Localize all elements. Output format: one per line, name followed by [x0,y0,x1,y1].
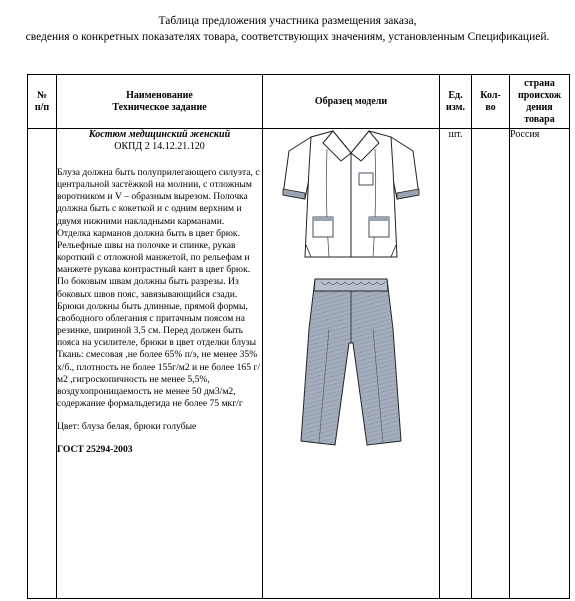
col-header-name [57,75,263,129]
desc-paragraph-2: Отделка карманов должна быть в цвет брюк. Рельефные швы на полочке и спинке, рукав короткий с отложной манжетой, по рельефам и манжете рукава контрастный кант в цвет брюк. По боковым швам должны быть разрезы. Из боковых швов пояс, завязывающийся сзади. [57,227,251,300]
col-header-country-line2: происхож [517,89,561,101]
desc-paragraph-1: Блуза должна быть полуприлегающего силуэта, с центральной застёжкой на молнии, с отложным воротником и V – образным вырезом. Полочка должна быть с кокеткой и с одним верхним и двумя нижними накладными карманами. [57,167,260,227]
offer-table [27,74,570,599]
cell-unit: шт. [440,129,472,599]
col-header-unit [440,75,472,129]
cell-qty [472,129,510,599]
col-header-num-line1: № [36,89,48,101]
col-header-qty [472,75,510,129]
scrub-suit-sketch-icon [281,129,421,449]
col-header-qty-line2: во [485,101,496,113]
col-header-country-line3: дения [526,101,553,113]
col-header-unit-line1: Ед. [448,89,463,101]
cell-num [28,129,57,599]
product-title: Костюм медицинский женский [88,129,231,140]
col-header-name-line2: Техническое задание [112,101,207,113]
pants-sketch [301,279,401,445]
cell-description [57,129,263,599]
desc-paragraph-3: Брюки должны быть длинные, прямой формы, свободного облегания с притачным поясом на резинке, шириной 3,5 см. Перед должен быть поясa на усилителе, брюки в цвет отделки блузы Ткань: смесовая ,не более 65% п/э, не менее 35% х/б., плотность не более 155г/м2 и не более 165 г/м2 ,гигроскопичность не менее 5,5%, воздухопроницаемость не менее 50 дм3/м2, содержание формальдегида не более 75 мкг/г [57,300,260,409]
cell-country: Россия [510,129,570,599]
table-header-row [28,75,570,129]
col-header-name-line1: Наименование [126,89,193,101]
desc-color: Цвет: блуза белая, брюки голубые [57,421,197,433]
document-heading-line2: сведения о конкретных показателях товара, соответствующих значениям, установленным Спецификацией. [25,31,550,43]
blouse-sketch [283,131,419,257]
col-header-sample [263,75,440,129]
table-row [28,129,570,599]
cell-sample-image [263,129,440,599]
col-header-unit-line2: изм. [446,101,465,113]
product-code: ОКПД 2 14.12.21.120 [114,141,205,152]
desc-gost: ГОСТ 25294-2003 [57,444,133,456]
col-header-country [510,75,570,129]
document-heading-line1: Таблица предложения участника размещения заказа, [158,15,417,27]
col-header-country-line1: страна [524,77,555,89]
col-header-num-line2: п/п [34,101,50,113]
col-header-num [28,75,57,129]
col-header-country-line4: товара [524,113,555,125]
col-header-sample-label: Образец модели [314,95,388,107]
col-header-qty-line1: Кол- [480,89,501,101]
